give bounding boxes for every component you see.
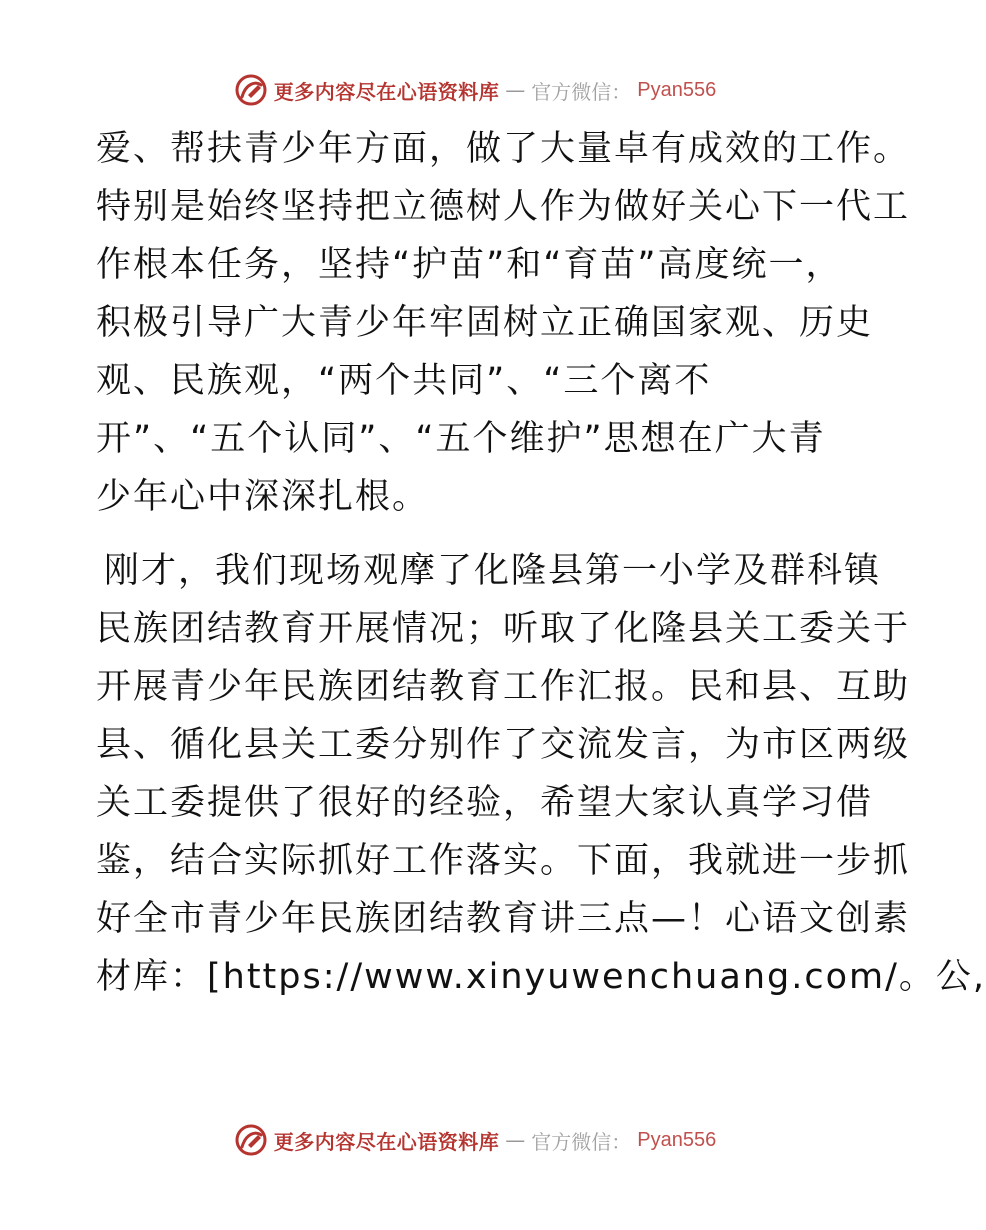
wechat-id: Pyan556 — [637, 78, 717, 101]
text-line: 材库：[https://www.xinyuwenchuang.com/。公, — [96, 957, 986, 997]
text-line: 积极引导广大青少年牢固树立正确国家观、历史 — [96, 303, 874, 343]
wechat-id: Pyan556 — [637, 1128, 717, 1151]
text-line: 特别是始终坚持把立德树人作为做好关心下一代工 — [96, 187, 911, 227]
text-line: 好全市青少年民族团结教育讲三点—！心语文创素 — [96, 899, 911, 939]
banner-separator: — — [505, 1128, 526, 1152]
text-line: 开展青少年民族团结教育工作汇报。民和县、互助 — [96, 667, 911, 707]
text-line: 民族团结教育开展情况；听取了化隆县关工委关于 — [96, 609, 911, 649]
banner-text: 更多内容尽在心语资料库 — [273, 79, 500, 104]
logo-icon — [234, 73, 268, 107]
footer-banner — [0, 1120, 950, 1160]
text-line: 刚才，我们现场观摩了化隆县第一小学及群科镇 — [104, 551, 882, 591]
text-line: 鉴，结合实际抓好工作落实。下面，我就进一步抓 — [96, 841, 911, 881]
banner-separator: — — [505, 78, 526, 102]
text-line: 观、民族观，“两个共同”、“三个离不 — [96, 361, 712, 401]
banner-text: 更多内容尽在心语资料库 — [273, 1129, 500, 1154]
wechat-label: 官方微信： — [531, 1129, 632, 1154]
wechat-label: 官方微信： — [531, 79, 632, 104]
document-body — [96, 120, 986, 1006]
paragraph — [96, 542, 986, 1006]
text-line: 少年心中深深扎根。 — [96, 477, 430, 517]
text-line: 开”、“五个认同”、“五个维护”思想在广大青 — [96, 419, 826, 459]
text-line: 县、循化县关工委分别作了交流发言，为市区两级 — [96, 725, 911, 765]
text-line: 作根本任务，坚持“护苗”和“育苗”高度统一， — [96, 245, 843, 285]
logo-icon — [234, 1123, 268, 1157]
text-line: 爱、帮扶青少年方面，做了大量卓有成效的工作。 — [96, 129, 911, 169]
text-line: 关工委提供了很好的经验，希望大家认真学习借 — [96, 783, 874, 823]
paragraph — [96, 120, 911, 526]
header-banner — [0, 70, 950, 110]
